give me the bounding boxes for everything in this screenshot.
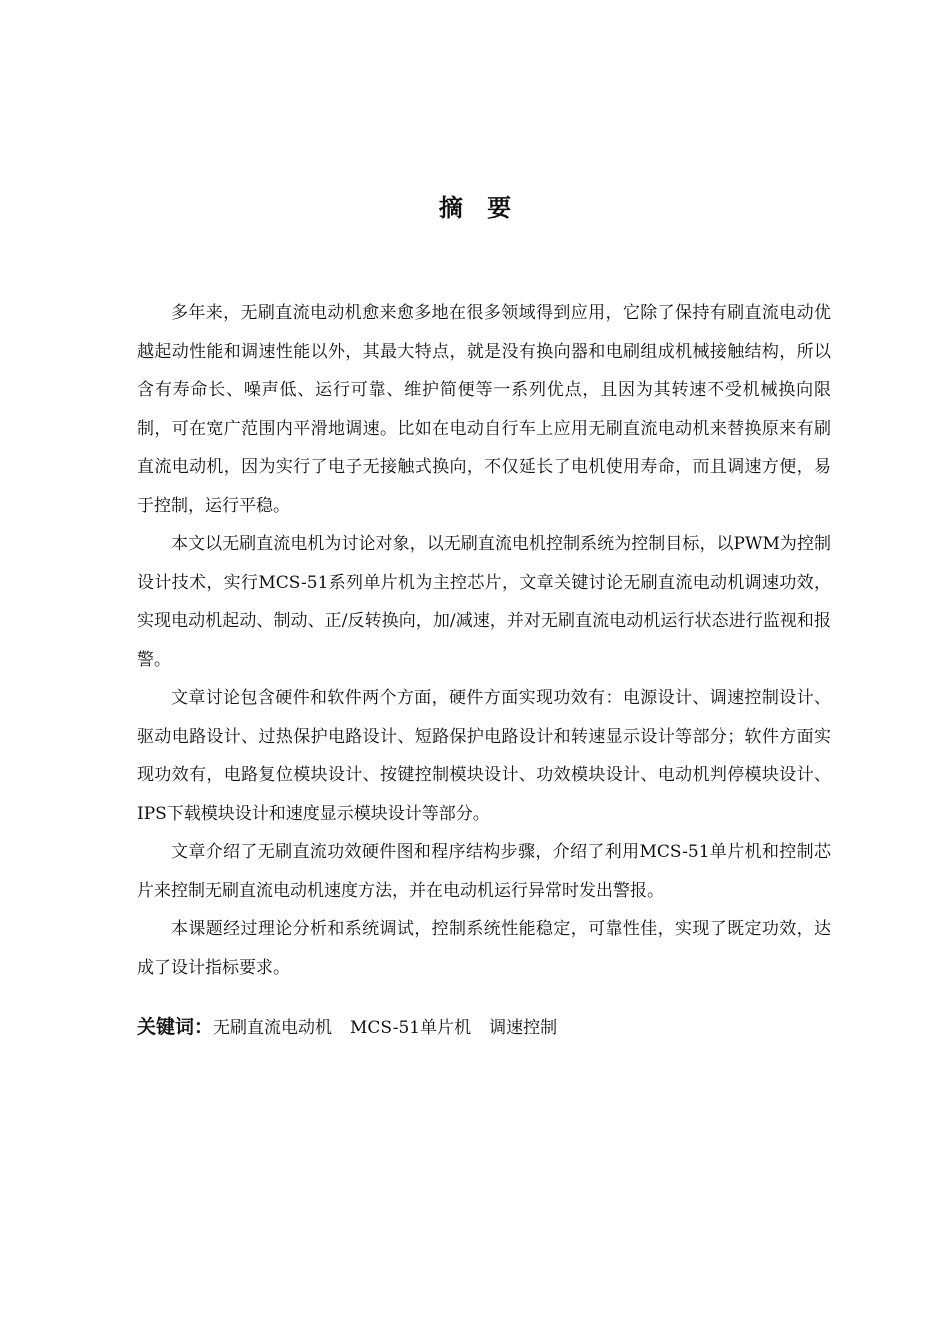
abstract-paragraph-1: 多年来，无刷直流电动机愈来愈多地在很多领域得到应用，它除了保持有刷直流电动优越起动性能和调速性能以外，其最大特点，就是没有换向器和电刷组成机械接触结构，所以含有寿命长、噪声低、运行可靠、维护简便等一系列优点，且因为其转速不受机械换向限制，可在宽广范围内平滑地调速。比如在电动自行车上应用无刷直流电动机来替换原来有刷直流电动机，因为实行了电子无接触式换向，不仅延长了电机使用寿命，而且调速方便，易于控制，运行平稳。 xyxy=(137,303,831,516)
abstract-paragraph-3: 文章讨论包含硬件和软件两个方面，硬件方面实现功效有：电源设计、调速控制设计、驱动电路设计、过热保护电路设计、短路保护电路设计和转速显示设计等部分；软件方面实现功效有，电路复位模块设计、按键控制模块设计、功效模块设计、电动机判停模块设计、IPS下载模块设计和速度显示模块设计等部分。 xyxy=(137,688,831,824)
abstract-paragraph-5: 本课题经过理论分析和系统调试，控制系统性能稳定，可靠性佳，实现了既定功效，达成了设计指标要求。 xyxy=(137,919,831,978)
abstract-paragraph-4: 文章介绍了无刷直流功效硬件图和程序结构步骤，介绍了利用MCS-51单片机和控制芯片来控制无刷直流电动机速度方法，并在电动机运行异常时发出警报。 xyxy=(137,842,831,901)
keyword-item: MCS-51单片机 xyxy=(350,1018,472,1038)
page-title: 摘 要 xyxy=(438,194,520,222)
abstract-paragraph-2: 本文以无刷直流电机为讨论对象，以无刷直流电机控制系统为控制目标，以PWM为控制设计技术，实行MCS-51系列单片机为主控芯片，文章关键讨论无刷直流电动机调速功效，实现电动机起动、制动、正/反转换向，加/减速，并对无刷直流电动机运行状态进行监视和报警。 xyxy=(137,534,831,670)
keywords-line xyxy=(137,1009,831,1046)
keyword-item: 调速控制 xyxy=(489,1018,558,1038)
abstract-body xyxy=(137,294,831,987)
keywords-label: 关键词： xyxy=(137,1016,214,1038)
keyword-item: 无刷直流电动机 xyxy=(213,1018,333,1038)
